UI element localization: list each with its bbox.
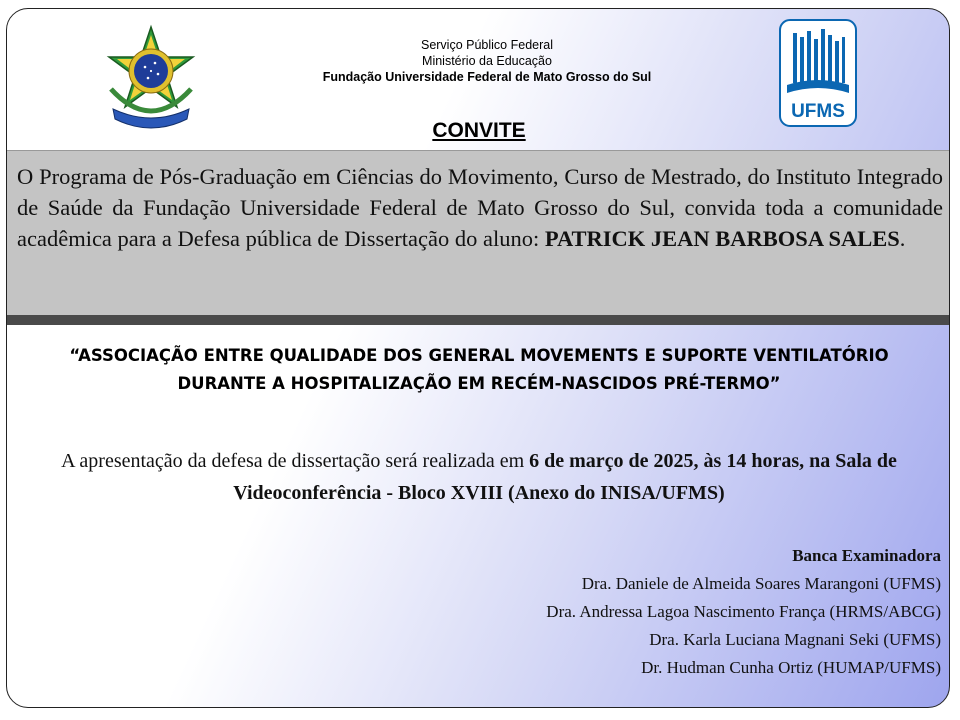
banca-member: Dra. Karla Luciana Magnani Seki (UFMS)	[649, 630, 941, 649]
divider-bar	[7, 315, 950, 325]
presentation-details: 6 de março de 2025, às 14 horas, na Sala de Videoconferência - Bloco XVIII (Anexo do INISA/UFMS)	[233, 450, 897, 504]
invite-band	[7, 150, 950, 318]
invite-text: O Programa de Pós-Graduação em Ciências do Movimento, Curso de Mestrado, do Instituto Integrado de Saúde da Fundação Universidade Federal de Mato Grosso do Sul, convida toda a comunidade acadêmica para a Defesa pública de Dissertação do aluno:	[17, 164, 943, 251]
invite-paragraph	[7, 151, 950, 254]
banca-member: Dr. Hudman Cunha Ortiz (HUMAP/UFMS)	[641, 658, 941, 677]
banca-member: Dra. Andressa Lagoa Nascimento França (HRMS/ABCG)	[546, 602, 941, 621]
header-line-1: Serviço Público Federal	[420, 38, 553, 52]
header-line-3: Fundação Universidade Federal de Mato Grosso do Sul	[322, 70, 652, 84]
ufms-logo-icon	[779, 19, 857, 127]
brazil-coat-of-arms-icon	[99, 21, 203, 131]
ufms-logo-text: UFMS	[791, 101, 845, 122]
slide	[6, 8, 950, 708]
dissertation-title: “ASSOCIAÇÃO ENTRE QUALIDADE DOS GENERAL MOVEMENTS E SUPORTE VENTILATÓRIO DURANTE A HOSPITALIZAÇÃO EM RECÉM-NASCIDOS PRÉ-TERMO”	[69, 346, 889, 393]
convite-heading: CONVITE	[432, 119, 526, 142]
banca-title: Banca Examinadora	[792, 546, 941, 565]
student-name: PATRICK JEAN BARBOSA SALES	[544, 226, 900, 251]
institution-header	[247, 37, 727, 85]
presentation-intro: A apresentação da defesa de dissertação será realizada em	[61, 450, 530, 472]
header-line-2: Ministério da Educação	[422, 54, 552, 68]
banca-examinadora	[341, 542, 941, 682]
presentation-info	[47, 445, 911, 509]
invite-end: .	[899, 226, 906, 251]
banca-member: Dra. Daniele de Almeida Soares Marangoni (UFMS)	[581, 574, 941, 593]
